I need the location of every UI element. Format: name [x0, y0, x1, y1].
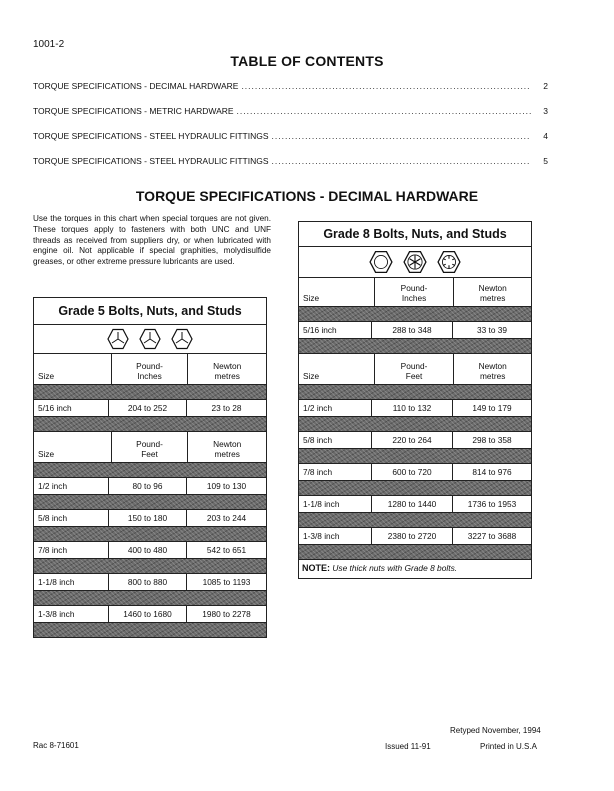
table-row	[299, 495, 531, 512]
shaded-row	[34, 558, 266, 573]
header-unit: metres	[214, 449, 240, 459]
shaded-row	[299, 512, 531, 527]
size-cell: 5/16 inch	[299, 322, 372, 338]
header-unit: metres	[480, 293, 506, 303]
size-cell: 7/8 inch	[34, 542, 109, 558]
size-cell: 5/8 inch	[299, 432, 372, 448]
printed-in: Printed in U.S.A	[480, 742, 537, 751]
header-newton: Newton	[478, 361, 507, 371]
header-unit: Inches	[401, 293, 427, 303]
shaded-row	[299, 384, 531, 399]
intro-paragraph: Use the torques in this chart when special torques are not given. These torques apply to fasteners with both UNC and UNF threads as received from suppliers dry, or when lubricated with engine oil. Not applicable if special graphities, molydisulfide greases, or other extreme pressure lubricants are used.	[33, 214, 271, 267]
newton-cell: 23 to 28	[211, 403, 242, 413]
table-row	[34, 605, 266, 622]
size-cell: 1/2 inch	[34, 478, 109, 494]
newton-cell: 109 to 130	[206, 481, 247, 491]
shaded-row	[34, 494, 266, 509]
newton-cell: 149 to 179	[472, 403, 512, 413]
toc-leader-dots	[237, 106, 531, 116]
size-cell: 1-1/8 inch	[34, 574, 109, 590]
grade8-note	[299, 559, 531, 578]
newton-cell: 542 to 651	[206, 545, 247, 555]
table-of-contents	[33, 81, 548, 181]
toc-title: TABLE OF CONTENTS	[230, 53, 384, 69]
toc-entry-page: 4	[543, 131, 548, 141]
header-pound: Pound-	[400, 361, 428, 371]
shaded-row	[299, 480, 531, 495]
table-row	[299, 431, 531, 448]
hex-marking-icon	[437, 250, 461, 274]
shaded-row	[34, 590, 266, 605]
size-cell: 1/2 inch	[299, 400, 372, 416]
grade8-title: Grade 8 Bolts, Nuts, and Studs	[299, 222, 531, 247]
shaded-row	[34, 526, 266, 541]
newton-cell: 203 to 244	[206, 513, 247, 523]
shaded-row	[34, 462, 266, 477]
grade5-header-inches	[34, 353, 266, 384]
toc-entry[interactable]	[33, 81, 548, 106]
pound-cell: 150 to 180	[109, 510, 187, 526]
header-size: Size	[303, 371, 320, 381]
pound-cell: 1460 to 1680	[109, 606, 187, 622]
header-unit: Inches	[137, 371, 162, 381]
hex-marking-icon	[107, 328, 129, 350]
table-row	[34, 399, 266, 416]
header-pound: Pound-	[136, 361, 163, 371]
size-cell: 5/8 inch	[34, 510, 109, 526]
shaded-row	[34, 622, 266, 637]
pound-cell: 110 to 132	[372, 400, 453, 416]
toc-leader-dots	[272, 156, 531, 166]
hex-marking-icon	[171, 328, 193, 350]
newton-cell: 3227 to 3688	[467, 531, 517, 541]
toc-entry-page: 2	[543, 81, 548, 91]
table-row	[299, 527, 531, 544]
pound-cell: 1280 to 1440	[372, 496, 453, 512]
grade8-table	[298, 221, 532, 579]
retyped-date: Retyped November, 1994	[450, 726, 541, 735]
issued-date: Issued 11-91	[385, 742, 431, 751]
toc-leader-dots	[241, 81, 531, 91]
note-text: Use thick nuts with Grade 8 bolts.	[332, 563, 458, 573]
size-cell: 1-3/8 inch	[34, 606, 109, 622]
toc-entry[interactable]	[33, 106, 548, 131]
pound-cell: 80 to 96	[109, 478, 187, 494]
shaded-row	[299, 544, 531, 559]
header-newton: Newton	[213, 361, 242, 371]
toc-leader-dots	[272, 131, 531, 141]
pound-cell: 288 to 348	[372, 322, 453, 338]
header-size: Size	[38, 371, 55, 381]
shaded-row	[34, 384, 266, 399]
grade5-table	[33, 297, 267, 638]
newton-cell: 1736 to 1953	[467, 499, 517, 509]
pound-cell: 220 to 264	[372, 432, 453, 448]
shaded-row	[299, 416, 531, 431]
toc-entry-page: 5	[543, 156, 548, 166]
size-cell: 1-3/8 inch	[299, 528, 372, 544]
table-row	[299, 321, 531, 338]
pound-cell: 600 to 720	[372, 464, 453, 480]
table-row	[299, 399, 531, 416]
header-unit: metres	[214, 371, 240, 381]
size-cell: 1-1/8 inch	[299, 496, 372, 512]
section-title: TORQUE SPECIFICATIONS - DECIMAL HARDWARE	[135, 188, 479, 204]
header-unit: metres	[480, 371, 506, 381]
toc-entry-label: TORQUE SPECIFICATIONS - METRIC HARDWARE	[33, 106, 234, 116]
hex-marking-icon	[139, 328, 161, 350]
pound-cell: 2380 to 2720	[372, 528, 453, 544]
newton-cell: 1980 to 2278	[202, 609, 251, 619]
table-row	[34, 541, 266, 558]
newton-cell: 1085 to 1193	[202, 577, 251, 587]
size-cell: 7/8 inch	[299, 464, 372, 480]
table-row	[34, 509, 266, 526]
table-row	[299, 463, 531, 480]
toc-entry[interactable]	[33, 156, 548, 181]
shaded-row	[34, 416, 266, 431]
header-unit: Feet	[405, 371, 423, 381]
toc-entry[interactable]	[33, 131, 548, 156]
header-size: Size	[303, 293, 320, 303]
header-newton: Newton	[478, 283, 507, 293]
header-pound: Pound-	[400, 283, 428, 293]
toc-entry-page: 3	[543, 106, 548, 116]
grade5-header-feet	[34, 431, 266, 462]
shaded-row	[299, 338, 531, 353]
grade8-header-feet	[299, 353, 531, 384]
hex-marking-icon	[403, 250, 427, 274]
header-size: Size	[38, 449, 55, 459]
pound-cell: 800 to 880	[109, 574, 187, 590]
grade5-title: Grade 5 Bolts, Nuts, and Studs	[34, 298, 266, 325]
table-row	[34, 573, 266, 590]
hex-marking-icon	[369, 250, 393, 274]
toc-entry-label: TORQUE SPECIFICATIONS - STEEL HYDRAULIC FITTINGS	[33, 131, 269, 141]
newton-cell: 298 to 358	[472, 435, 512, 445]
pound-cell: 400 to 480	[109, 542, 187, 558]
grade5-head-markings	[34, 325, 266, 353]
table-row	[34, 477, 266, 494]
header-newton: Newton	[213, 439, 242, 449]
form-number: Rac 8-71601	[33, 741, 79, 750]
shaded-row	[299, 306, 531, 321]
header-pound: Pound-	[136, 439, 163, 449]
newton-cell: 33 to 39	[477, 325, 507, 335]
note-label: NOTE:	[302, 563, 330, 573]
grade8-head-markings	[299, 247, 531, 277]
document-number: 1001-2	[33, 39, 65, 50]
header-unit: Feet	[141, 449, 158, 459]
grade8-header-inches	[299, 277, 531, 306]
newton-cell: 814 to 976	[472, 467, 512, 477]
toc-entry-label: TORQUE SPECIFICATIONS - DECIMAL HARDWARE	[33, 81, 239, 91]
size-cell: 5/16 inch	[34, 400, 109, 416]
shaded-row	[299, 448, 531, 463]
pound-cell: 204 to 252	[109, 400, 187, 416]
toc-entry-label: TORQUE SPECIFICATIONS - STEEL HYDRAULIC FITTINGS	[33, 156, 269, 166]
